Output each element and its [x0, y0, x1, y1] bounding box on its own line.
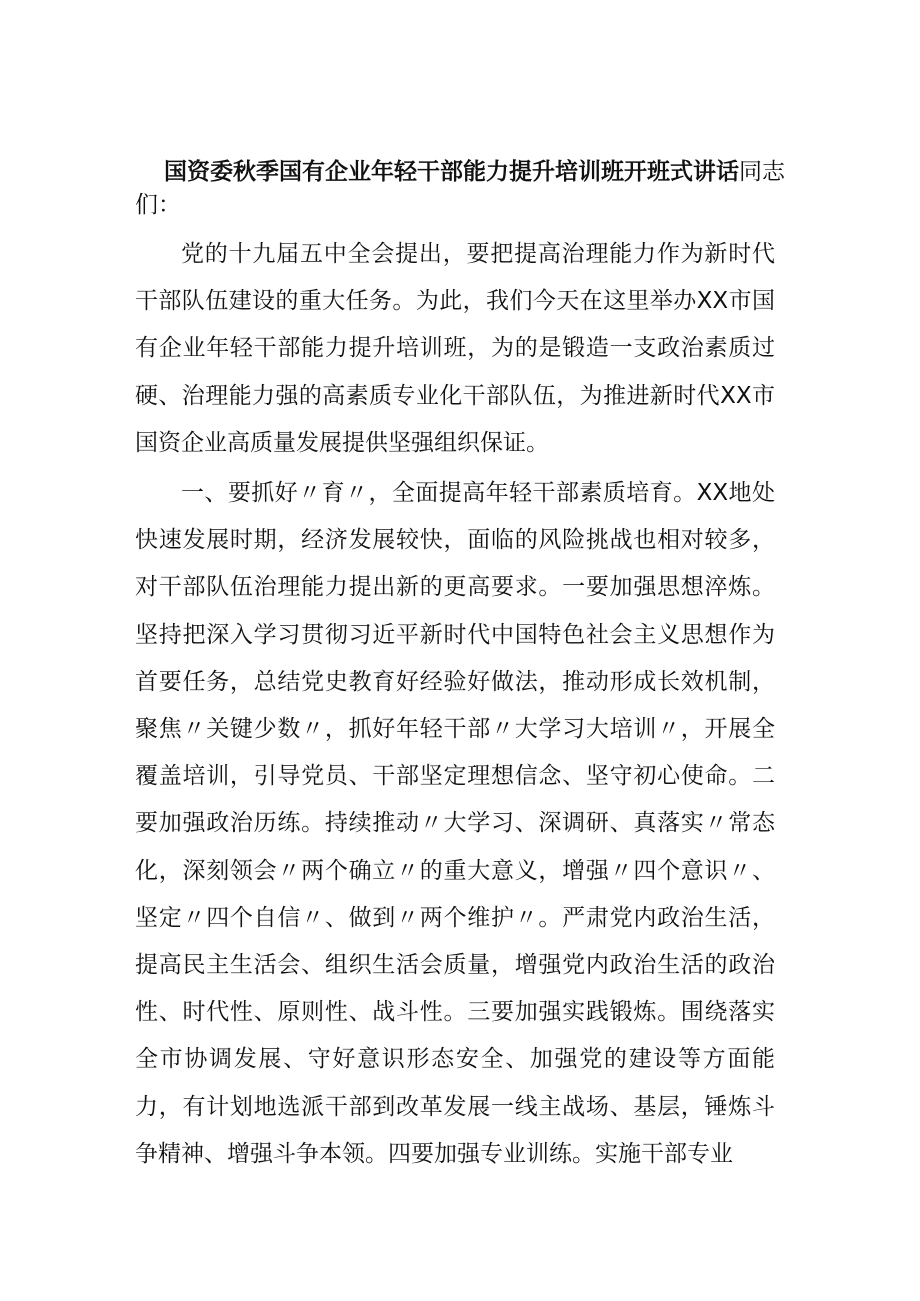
document-heading	[135, 155, 785, 189]
document-body	[135, 155, 785, 1178]
paragraph-intro: 党的十九届五中全会提出，要把提高治理能力作为新时代干部队伍建设的重大任务。为此，我们今天在这里举办XX市国有企业年轻干部能力提升培训班，为的是锻造一支政治素质过硬、治理能力强的高素质专业化干部队伍，为推进新时代XX市国资企业高质量发展提供坚强组织保证。	[135, 241, 775, 456]
paragraph-section-one: 一、要抓好〃育〃，全面提高年轻干部素质培育。XX地处快速发展时期，经济发展较快，面临的风险挑战也相对较多，对干部队伍治理能力提出新的更高要求。一要加强思想淬炼。坚持把深入学习贯彻习近平新时代中国特色社会主义思想作为首要任务，总结党史教育好经验好做法，推动形成长效机制，聚焦〃关键少数〃，抓好年轻干部〃大学习大培训〃，开展全覆盖培训，引导党员、干部坚定理想信念、坚守初心使命。二要加强政治历练。持续推动〃大学习、深调研、真落实〃常态化，深刻领会〃两个确立〃的重大意义，增强〃四个意识〃、坚定〃四个自信〃、做到〃两个维护〃。严肃党内政治生活，提高民主生活会、组织生活会质量，增强党内政治生活的政治性、时代性、原则性、战斗性。三要加强实践锻炼。围绕落实全市协调发展、守好意识形态安全、加强党的建设等方面能力，有计划地选派干部到改革发展一线主战场、基层，锤炼斗争精神、增强斗争本领。四要加强专业训练。实施干部专业	[135, 480, 775, 1167]
document-title: 国资委秋季国有企业年轻干部能力提升培训班开班式讲话	[164, 159, 739, 185]
salutation-end: 们：	[135, 192, 181, 218]
salutation-start: 同志	[739, 159, 785, 185]
